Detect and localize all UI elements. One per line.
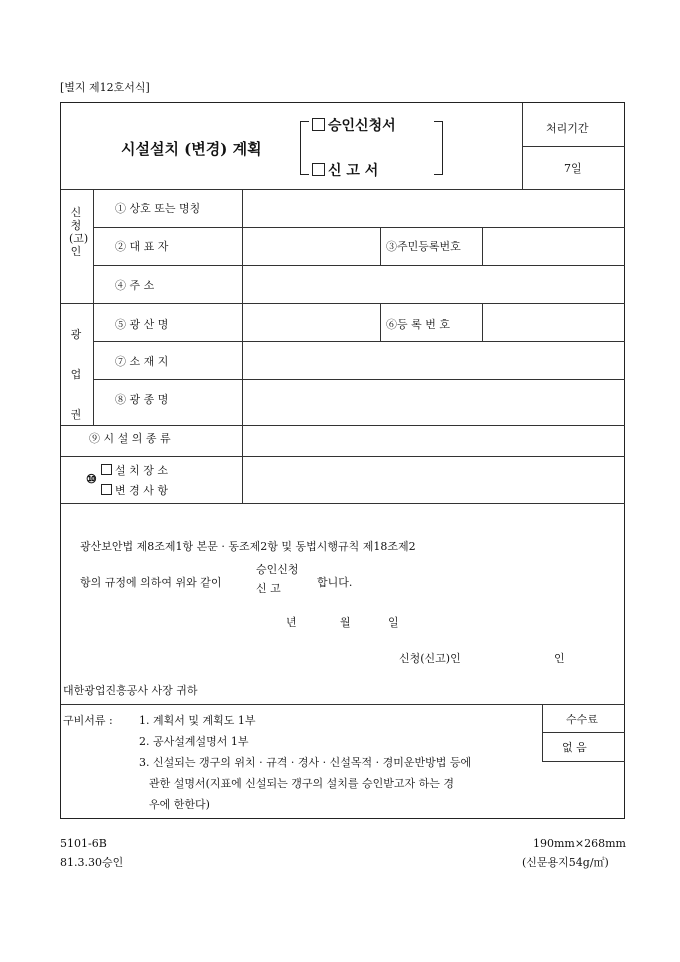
facility-type-field[interactable] (243, 426, 625, 455)
document-item-1: 1. 계획서 및 계획도 1부 (139, 714, 256, 727)
form-number: [별지 제12호서식] (60, 81, 150, 94)
representative-field[interactable] (243, 228, 380, 265)
registration-no-field[interactable] (483, 304, 625, 341)
date-day: 일 (388, 616, 399, 629)
fee-label: 수수료 (566, 713, 598, 726)
fee-value: 없 음 (562, 741, 587, 754)
statement-line2: 항의 규정에 의하여 위와 같이 (80, 576, 222, 589)
option-approval[interactable]: 승인신청서 (312, 118, 396, 133)
location-field[interactable] (243, 342, 625, 378)
name-label: ① 상호 또는 명칭 (115, 202, 201, 215)
statement-option-report: 신 고 (256, 582, 281, 595)
date-year: 년 (286, 616, 297, 629)
application-form (60, 102, 625, 819)
processing-label: 처리기간 (546, 122, 589, 135)
mine-name-label: ⑤ 광 산 명 (115, 318, 169, 331)
representative-label: ② 대 표 자 (115, 240, 169, 253)
form-title: 시설설치 (변경) 계획 (121, 140, 262, 158)
seal-label: 인 (554, 652, 565, 665)
mineral-field[interactable] (243, 380, 625, 424)
registration-no-label: ⑥등 록 번 호 (386, 318, 450, 331)
install-place-checkbox[interactable] (101, 464, 112, 475)
statement-line1: 광산보안법 제8조제1항 본문 · 동조제2항 및 동법시행규칙 제18조제2 (80, 540, 416, 553)
report-checkbox[interactable] (312, 163, 325, 176)
place-field[interactable] (243, 457, 625, 502)
resident-id-field[interactable] (483, 228, 625, 265)
address-field[interactable] (243, 266, 625, 302)
processing-value: 7일 (564, 162, 582, 175)
option-change-detail[interactable]: 변 경 사 항 (101, 484, 168, 496)
footer-size: 190mm×268mm (533, 837, 626, 850)
document-item-3-cont: 관한 설명서(지표에 신설되는 갱구의 설치를 승인받고자 하는 경 (149, 777, 455, 790)
option-install-place[interactable]: 설 치 장 소 (101, 464, 168, 476)
documents-label: 구비서류 : (63, 714, 113, 727)
title-bracket-right (434, 121, 443, 175)
addressee: 대한광업진흥공사 사장 귀하 (63, 684, 198, 697)
option-report[interactable]: 신 고 서 (312, 163, 378, 178)
mineral-label: ⑧ 광 종 명 (115, 393, 169, 406)
address-label: ④ 주 소 (115, 279, 155, 292)
applicant-group-label: 신청(고)인 (69, 206, 89, 258)
place-number: ⑩ (86, 472, 97, 486)
approval-checkbox[interactable] (312, 118, 325, 131)
document-item-3-end: 우에 한한다) (149, 798, 210, 811)
mine-name-field[interactable] (243, 304, 380, 341)
statement-option-approval: 승인신청 (256, 563, 299, 576)
document-item-2: 2. 공사설계설명서 1부 (139, 735, 249, 748)
mining-right-group-label: 광업권 (70, 328, 82, 421)
resident-id-label: ③주민등록번호 (386, 240, 461, 253)
date-month: 월 (340, 616, 351, 629)
title-bracket-left (300, 121, 309, 175)
change-detail-checkbox[interactable] (101, 484, 112, 495)
footer-paper: (신문용지54g/㎡) (522, 856, 609, 869)
footer-approval: 81.3.30승인 (60, 856, 124, 869)
location-label: ⑦ 소 재 지 (115, 355, 169, 368)
footer-code: 5101-6B (60, 837, 107, 850)
name-field[interactable] (243, 190, 625, 226)
document-item-3: 3. 신설되는 갱구의 위치 · 규격 · 경사 · 신설목적 · 경미운반방법 등에 (139, 756, 472, 769)
signer-label: 신청(신고)인 (399, 652, 461, 665)
statement-ending: 합니다. (317, 576, 353, 589)
facility-type-label: ⑨ 시 설 의 종 류 (89, 432, 171, 445)
